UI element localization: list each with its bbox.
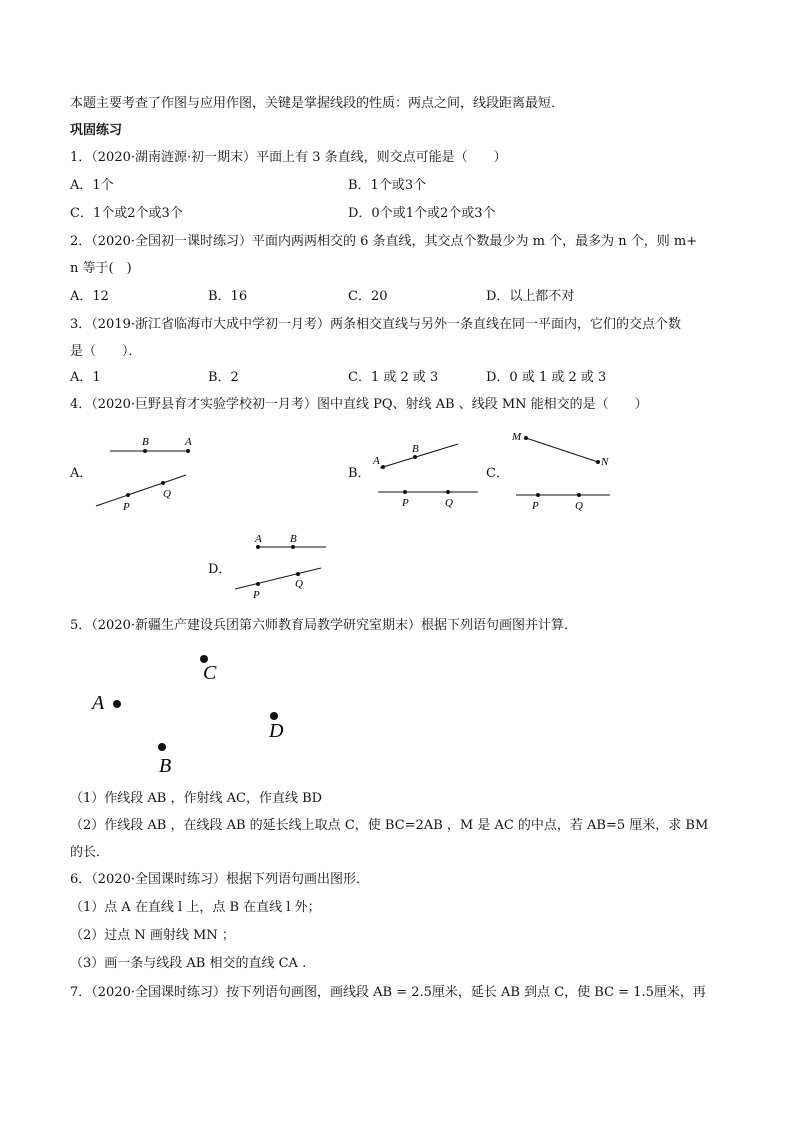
q2-stem-line2: n 等于( ) — [70, 261, 132, 276]
q4b-point-b: B — [412, 443, 419, 455]
q7-stem: 7．（2020·全国课时练习）按下列语句画图，画线段 AB = 2.5厘米，延长 AB 到点 C，使 BC = 1.5厘米，再 — [70, 985, 706, 1000]
q4-option-b-label: B． — [348, 466, 371, 481]
q2-stem-line1: 2．（2020·全国初一课时练习）平面内两两相交的 6 条直线，其交点个数最少为 m 个，最多为 n 个，则 m+ — [70, 234, 698, 249]
q5-sub1: （1）作线段 AB ，作射线 AC，作直线 BD — [70, 791, 323, 806]
q4c-point-n: N — [601, 456, 609, 468]
q3-stem-line1: 3．（2019·浙江省临海市大成中学初一月考）两条相交直线与另外一条直线在同一平面内，它们的交点个数 — [70, 317, 681, 332]
q4a-point-b: B — [142, 436, 149, 448]
q5-points-figure — [85, 645, 305, 780]
q4-option-a-label: A． — [70, 466, 93, 481]
q5-point-c: C — [203, 662, 217, 684]
q5-sub2-line2: 的长． — [70, 845, 110, 860]
q4b-point-a: A — [373, 455, 380, 467]
q4a-point-p: P — [123, 501, 130, 513]
q4-stem: 4．（2020·巨野县育才实验学校初一月考）图中直线 PQ、射线 AB 、线段 MN 能相交的是（ ） — [70, 397, 648, 412]
q4-figure-a — [90, 428, 200, 514]
q5-point-b: B — [159, 755, 172, 777]
q4-figure-d — [230, 530, 330, 602]
q6-sub2: （2）过点 N 画射线 MN ； — [70, 928, 235, 943]
q4a-point-q: Q — [163, 488, 171, 500]
q4-figure-b — [368, 436, 480, 512]
q2-option-d: D．以上都不对 — [486, 289, 575, 304]
q2-option-b: B．16 — [208, 289, 248, 304]
q4d-point-p: P — [253, 589, 260, 601]
q1-option-d: D．0个或1个或2个或3个 — [348, 206, 496, 221]
q4d-point-a: A — [255, 533, 262, 545]
q1-option-b: B．1个或3个 — [348, 178, 427, 193]
q1-option-c: C．1个或2个或3个 — [70, 206, 183, 221]
q4c-point-m: M — [512, 431, 522, 443]
q4d-point-b: B — [290, 533, 297, 545]
q1-stem: 1．（2020·湖南涟源·初一期末）平面上有 3 条直线，则交点可能是（ ） — [70, 150, 507, 165]
q5-point-d: D — [269, 720, 284, 742]
q3-option-c: C．1 或 2 或 3 — [348, 370, 439, 385]
q4b-point-q: Q — [445, 497, 453, 509]
q5-point-a: A — [92, 692, 105, 714]
q4c-point-p: P — [532, 500, 539, 512]
q4d-point-q: Q — [295, 578, 303, 590]
q5-stem: 5．（2020·新疆生产建设兵团第六师教育局教学研究室期末）根据下列语句画图并计算． — [70, 618, 577, 633]
q6-stem: 6．（2020·全国课时练习）根据下列语句画出图形． — [70, 872, 369, 887]
intro-text: 本题主要考查了作图与应用作图，关键是掌握线段的性质：两点之间，线段距离最短． — [70, 96, 565, 111]
q3-option-d: D．0 或 1 或 2 或 3 — [486, 370, 607, 385]
q4b-point-p: P — [402, 497, 409, 509]
q3-option-a: A．1 — [70, 370, 101, 385]
q4-option-c-label: C． — [486, 466, 509, 481]
q2-option-a: A．12 — [70, 289, 109, 304]
q6-sub3: （3）画一条与线段 AB 相交的直线 CA . — [70, 956, 307, 971]
q4-option-d-label: D． — [208, 562, 232, 577]
q2-option-c: C．20 — [348, 289, 388, 304]
q3-option-b: B．2 — [208, 370, 239, 385]
q6-sub1: （1）点 A 在直线 l 上，点 B 在直线 l 外； — [70, 900, 321, 915]
section-title: 巩固练习 — [70, 123, 123, 138]
q4a-point-a: A — [185, 436, 192, 448]
q3-stem-line2: 是（ ）． — [70, 344, 142, 359]
q4-figure-c — [510, 428, 612, 514]
q5-sub2-line1: （2）作线段 AB ，在线段 AB 的延长线上取点 C，使 BC=2AB ，M 是 AC 的中点，若 AB=5 厘米，求 BM — [70, 818, 709, 833]
q1-option-a: A．1个 — [70, 178, 114, 193]
q4c-point-q: Q — [575, 500, 583, 512]
